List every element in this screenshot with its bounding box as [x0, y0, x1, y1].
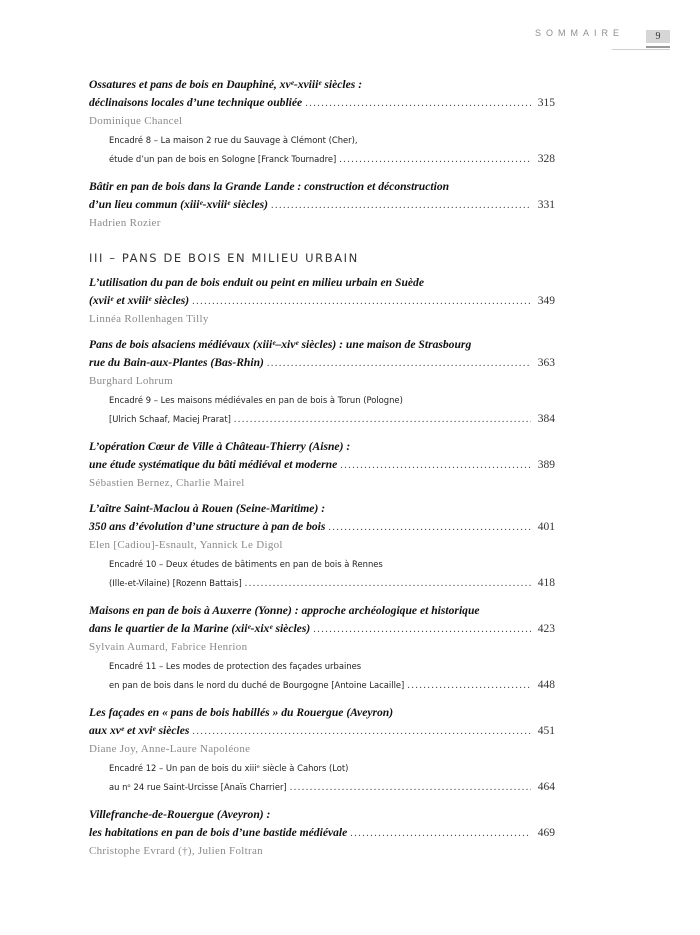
toc-entry[interactable] — [89, 704, 555, 797]
encadre-line: Encadré 12 – Un pan de bois du xiiiᵉ siècle à Cahors (Lot) — [109, 763, 349, 773]
page-ref[interactable]: 469 — [537, 827, 555, 839]
title-line: Les façades en « pans de bois habillés » du Rouergue (Aveyron) — [89, 706, 394, 719]
entry-gap — [89, 327, 555, 336]
title-line-leader — [89, 620, 555, 639]
entry-title — [89, 602, 555, 639]
entry-authors: Sébastien Bernez, Charlie Mairel — [89, 477, 245, 489]
encadre-leader — [109, 778, 555, 797]
title-line: Maisons en pan de bois à Auxerre (Yonne) : approche archéologique et historique — [89, 604, 480, 617]
title-line-leader-text: les habitations en pan de bois d’une bastide médiévale — [89, 826, 348, 839]
encadre-leader-text: [Ulrich Schaaf, Maciej Prarat] — [109, 414, 231, 424]
encadre-line: Encadré 11 – Les modes de protection des façades urbaines — [109, 661, 362, 671]
section-title: III – PANS DE BOIS EN MILIEU URBAIN — [89, 251, 359, 265]
title-line: Bâtir en pan de bois dans la Grande Lande : construction et déconstruction — [89, 180, 450, 193]
title-line: L’utilisation du pan de bois enduit ou peint en milieu urbain en Suède — [89, 276, 424, 289]
encadre-leader — [109, 150, 555, 169]
page-ref[interactable]: 384 — [537, 413, 555, 425]
title-line-leader-text: (xviiᵉ et xviiiᵉ siècles) — [89, 294, 190, 307]
dot-leader — [350, 825, 531, 843]
title-line-leader — [89, 94, 555, 113]
entry-title — [89, 178, 555, 215]
toc-entry[interactable] — [89, 274, 555, 327]
header-rule-thin — [612, 49, 670, 50]
title-line-leader — [89, 518, 555, 537]
encadre-entry[interactable] — [109, 759, 555, 797]
page-ref[interactable]: 448 — [537, 679, 555, 691]
page-ref[interactable]: 464 — [537, 781, 555, 793]
dot-leader — [305, 95, 531, 113]
toc-entry[interactable] — [89, 806, 555, 859]
title-line-leader-text: dans le quartier de la Marine (xiiᵉ-xixᵉ siècles) — [89, 622, 311, 635]
title-line: Villefranche-de-Rouergue (Aveyron) : — [89, 808, 271, 821]
title-line-leader-text: une étude systématique du bâti médiéval et moderne — [89, 458, 338, 471]
encadre-leader — [109, 676, 555, 695]
entry-authors: Hadrien Rozier — [89, 217, 161, 229]
entry-gap — [89, 593, 555, 602]
entry-title — [89, 500, 555, 537]
entry-authors: Diane Joy, Anne-Laure Napoléone — [89, 743, 251, 755]
table-of-contents — [89, 76, 555, 859]
toc-entry[interactable] — [89, 76, 555, 169]
dot-leader — [290, 778, 531, 797]
dot-leader — [340, 457, 531, 475]
title-line-leader-text: 350 ans d’évolution d’une structure à pan de bois — [89, 520, 326, 533]
toc-entry[interactable] — [89, 602, 555, 695]
title-line: Ossatures et pans de bois en Dauphiné, xvᵉ-xviiiᵉ siècles : — [89, 78, 363, 91]
entry-title — [89, 438, 555, 475]
dot-leader — [245, 574, 531, 593]
title-line-leader — [89, 354, 555, 373]
toc-block-1 — [89, 76, 555, 231]
page-ref[interactable]: 389 — [537, 459, 555, 471]
page-ref[interactable]: 349 — [537, 295, 555, 307]
title-line: Pans de bois alsaciens médiévaux (xiiiᵉ–xivᵉ siècles) : une maison de Strasbourg — [89, 338, 472, 351]
encadre-line: Encadré 9 – Les maisons médiévales en pan de bois à Torun (Pologne) — [109, 395, 403, 405]
toc-block-2 — [89, 274, 555, 859]
encadre-entry[interactable] — [109, 657, 555, 695]
encadre-leader — [109, 410, 555, 429]
toc-entry[interactable] — [89, 500, 555, 593]
title-line: L’aître Saint-Maclou à Rouen (Seine-Maritime) : — [89, 502, 326, 515]
dot-leader — [267, 355, 531, 373]
entry-gap — [89, 491, 555, 500]
entry-authors: Sylvain Aumard, Fabrice Henrion — [89, 641, 248, 653]
entry-title — [89, 336, 555, 373]
dot-leader — [339, 150, 531, 169]
dot-leader — [271, 197, 531, 215]
toc-entry[interactable] — [89, 438, 555, 491]
dot-leader — [313, 621, 531, 639]
entry-gap — [89, 695, 555, 704]
entry-authors: Dominique Chancel — [89, 115, 183, 127]
dot-leader — [328, 519, 531, 537]
encadre-entry[interactable] — [109, 391, 555, 429]
entry-authors: Burghard Lohrum — [89, 375, 174, 387]
encadre-leader-text: en pan de bois dans le nord du duché de Bourgogne [Antoine Lacaille] — [109, 680, 405, 690]
title-line-leader — [89, 456, 555, 475]
page-ref[interactable]: 451 — [537, 725, 555, 737]
entry-gap — [89, 429, 555, 438]
encadre-leader-text: (Ille-et-Vilaine) [Rozenn Battais] — [109, 578, 242, 588]
toc-entry[interactable] — [89, 178, 555, 231]
toc-entry[interactable] — [89, 336, 555, 429]
entry-title — [89, 806, 555, 843]
page-ref[interactable]: 328 — [537, 153, 555, 165]
page-ref[interactable]: 401 — [537, 521, 555, 533]
dot-leader — [192, 723, 531, 741]
title-line-leader — [89, 292, 555, 311]
entry-title — [89, 274, 555, 311]
entry-title — [89, 76, 555, 113]
encadre-leader-text: étude d’un pan de bois en Sologne [Franck Tournadre] — [109, 154, 337, 164]
encadre-line: Encadré 10 – Deux études de bâtiments en pan de bois à Rennes — [109, 559, 383, 569]
title-line-leader-text: d’un lieu commun (xiiiᵉ-xviiiᵉ siècles) — [89, 198, 269, 211]
header-rule — [646, 46, 670, 48]
encadre-line: Encadré 8 – La maison 2 rue du Sauvage à Clémont (Cher), — [109, 135, 358, 145]
entry-title — [89, 704, 555, 741]
page-ref[interactable]: 315 — [537, 97, 555, 109]
entry-authors: Linnéa Rollenhagen Tilly — [89, 313, 209, 325]
title-line-leader-text: aux xvᵉ et xviᵉ siècles — [89, 724, 190, 737]
dot-leader — [192, 293, 531, 311]
title-line: L’opération Cœur de Ville à Château-Thierry (Aisne) : — [89, 440, 351, 453]
page-ref[interactable]: 418 — [537, 577, 555, 589]
title-line-leader — [89, 196, 555, 215]
page-ref[interactable]: 331 — [537, 199, 555, 211]
entry-authors: Christophe Evrard (†), Julien Foltran — [89, 845, 263, 857]
entry-authors: Elen [Cadiou]-Esnault, Yannick Le Digol — [89, 539, 283, 551]
entry-gap — [89, 797, 555, 806]
running-head: SOMMAIRE — [535, 28, 625, 38]
title-line-leader-text: déclinaisons locales d’une technique oubliée — [89, 96, 303, 109]
dot-leader — [234, 410, 531, 429]
encadre-leader — [109, 574, 555, 593]
title-line-leader — [89, 824, 555, 843]
dot-leader — [407, 676, 531, 695]
title-line-leader-text: rue du Bain-aux-Plantes (Bas-Rhin) — [89, 356, 264, 369]
page-ref[interactable]: 363 — [537, 357, 555, 369]
encadre-leader-text: au nᵒ 24 rue Saint-Urcisse [Anaïs Charrier] — [109, 782, 287, 792]
encadre-entry[interactable] — [109, 131, 555, 169]
page-ref[interactable]: 423 — [537, 623, 555, 635]
title-line-leader — [89, 722, 555, 741]
encadre-entry[interactable] — [109, 555, 555, 593]
entry-gap — [89, 169, 555, 178]
page-number: 9 — [646, 30, 670, 43]
